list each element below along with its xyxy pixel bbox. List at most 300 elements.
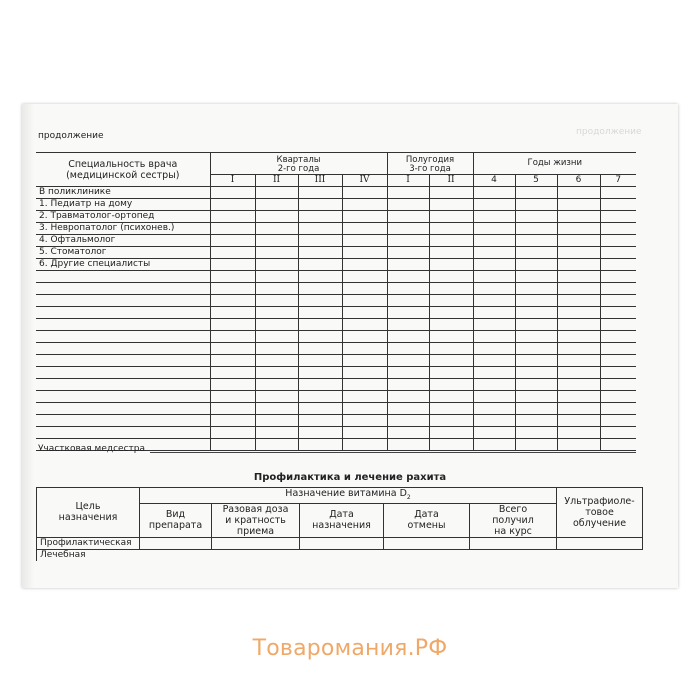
visit-cell[interactable] <box>600 259 636 271</box>
visit-cell[interactable] <box>210 331 255 343</box>
table-row <box>36 367 636 379</box>
visit-cell[interactable] <box>515 379 557 391</box>
visit-cell[interactable] <box>210 247 255 259</box>
rickets-cell[interactable] <box>300 549 384 561</box>
visit-cell[interactable] <box>255 271 298 283</box>
rickets-cell[interactable] <box>557 549 643 561</box>
visit-cell[interactable] <box>429 343 473 355</box>
rickets-cell[interactable] <box>212 549 300 561</box>
visit-cell[interactable] <box>557 235 600 247</box>
visit-cell[interactable] <box>387 427 429 439</box>
vitamin-header-text: Назначение витамина D <box>285 488 407 499</box>
specialty-cell[interactable]: 5. Стоматолог <box>36 247 210 259</box>
visit-cell[interactable] <box>429 319 473 331</box>
visit-cell[interactable] <box>387 331 429 343</box>
visit-cell[interactable] <box>429 283 473 295</box>
visit-cell[interactable] <box>557 283 600 295</box>
visit-cell[interactable] <box>342 427 387 439</box>
specialty-cell[interactable] <box>36 403 210 415</box>
visit-cell[interactable] <box>473 367 515 379</box>
visit-cell[interactable] <box>515 367 557 379</box>
visit-cell[interactable] <box>515 187 557 199</box>
visit-cell[interactable] <box>429 355 473 367</box>
specialty-cell[interactable] <box>36 367 210 379</box>
visit-cell[interactable] <box>255 247 298 259</box>
visit-cell[interactable] <box>515 427 557 439</box>
year-col-label: 6 <box>557 175 600 187</box>
quarters-header-line2: 2-го года <box>277 164 320 174</box>
visit-cell[interactable] <box>600 235 636 247</box>
visit-cell[interactable] <box>210 403 255 415</box>
visit-cell[interactable] <box>342 187 387 199</box>
table-row <box>36 211 636 223</box>
visit-cell[interactable] <box>255 343 298 355</box>
visit-cell[interactable] <box>387 223 429 235</box>
visit-cell[interactable] <box>210 367 255 379</box>
visit-cell[interactable] <box>342 343 387 355</box>
table-row <box>36 343 636 355</box>
visit-cell[interactable] <box>210 235 255 247</box>
visit-cell[interactable] <box>515 319 557 331</box>
visit-cell[interactable] <box>515 415 557 427</box>
visit-cell[interactable] <box>600 271 636 283</box>
visit-cell[interactable] <box>557 211 600 223</box>
halves-header-line1: Полугодия <box>405 155 455 165</box>
uv-header-line2: товое <box>585 506 614 518</box>
visit-cell[interactable] <box>210 199 255 211</box>
visit-cell[interactable] <box>473 211 515 223</box>
visit-cell[interactable] <box>600 295 636 307</box>
visit-cell[interactable] <box>255 307 298 319</box>
visit-cell[interactable] <box>210 427 255 439</box>
specialty-cell[interactable] <box>36 295 210 307</box>
specialty-cell[interactable] <box>36 343 210 355</box>
visit-cell[interactable] <box>473 199 515 211</box>
visit-cell[interactable] <box>557 403 600 415</box>
uv-header-line1: Ультрафиоле- <box>564 495 635 507</box>
visit-cell[interactable] <box>600 307 636 319</box>
visit-cell[interactable] <box>342 283 387 295</box>
visit-cell[interactable] <box>557 271 600 283</box>
visit-cell[interactable] <box>387 391 429 403</box>
visit-cell[interactable] <box>298 343 342 355</box>
visit-cell[interactable] <box>255 199 298 211</box>
visit-cell[interactable] <box>255 211 298 223</box>
half-col-label: II <box>429 175 473 187</box>
visit-cell[interactable] <box>298 379 342 391</box>
table-row <box>37 537 643 549</box>
visit-cell[interactable] <box>515 271 557 283</box>
visit-cell[interactable] <box>387 319 429 331</box>
specialist-rows <box>36 187 636 451</box>
visit-cell[interactable] <box>342 355 387 367</box>
visit-cell[interactable] <box>600 343 636 355</box>
visit-cell[interactable] <box>387 439 429 451</box>
visit-cell[interactable] <box>210 415 255 427</box>
visit-cell[interactable] <box>298 427 342 439</box>
visit-cell[interactable] <box>557 415 600 427</box>
visit-cell[interactable] <box>429 271 473 283</box>
visit-cell[interactable] <box>600 415 636 427</box>
visit-cell[interactable] <box>298 319 342 331</box>
visit-cell[interactable] <box>557 331 600 343</box>
visit-cell[interactable] <box>515 259 557 271</box>
visit-cell[interactable] <box>298 367 342 379</box>
visit-cell[interactable] <box>473 331 515 343</box>
visit-cell[interactable] <box>255 283 298 295</box>
visit-cell[interactable] <box>429 307 473 319</box>
visit-cell[interactable] <box>473 379 515 391</box>
goal-cell[interactable]: Профилактическая <box>37 537 140 549</box>
rickets-cell[interactable] <box>557 537 643 549</box>
uv-header-line3: облучение <box>572 517 627 529</box>
visit-cell[interactable] <box>557 223 600 235</box>
visit-cell[interactable] <box>515 403 557 415</box>
visit-cell[interactable] <box>429 367 473 379</box>
visit-cell[interactable] <box>429 379 473 391</box>
continuation-label: продолжение <box>38 131 104 141</box>
visit-cell[interactable] <box>387 199 429 211</box>
visit-cell[interactable] <box>298 415 342 427</box>
visit-cell[interactable] <box>298 235 342 247</box>
visit-cell[interactable] <box>255 415 298 427</box>
visit-cell[interactable] <box>210 187 255 199</box>
visit-cell[interactable] <box>210 379 255 391</box>
visit-cell[interactable] <box>557 307 600 319</box>
visit-cell[interactable] <box>600 247 636 259</box>
table-row <box>36 403 636 415</box>
visit-cell[interactable] <box>600 439 636 451</box>
rickets-rows <box>37 537 643 561</box>
bleed-through-text: продолжение <box>576 127 642 137</box>
visit-cell[interactable] <box>473 391 515 403</box>
table-row <box>36 283 636 295</box>
specialty-cell[interactable]: 3. Невропатолог (психонев.) <box>36 223 210 235</box>
visit-cell[interactable] <box>515 307 557 319</box>
visit-cell[interactable] <box>387 355 429 367</box>
visit-cell[interactable] <box>473 223 515 235</box>
vitamin-header <box>140 488 557 504</box>
visit-cell[interactable] <box>600 331 636 343</box>
nurse-label: Участковая медсестра <box>38 444 145 454</box>
visit-cell[interactable] <box>255 235 298 247</box>
visit-cell[interactable] <box>557 379 600 391</box>
visit-cell[interactable] <box>429 211 473 223</box>
rickets-cell[interactable] <box>470 537 557 549</box>
visit-cell[interactable] <box>342 379 387 391</box>
rickets-cell[interactable] <box>470 549 557 561</box>
visit-cell[interactable] <box>429 439 473 451</box>
specialty-header <box>36 153 210 187</box>
visit-cell[interactable] <box>515 439 557 451</box>
visit-cell[interactable] <box>557 427 600 439</box>
visit-cell[interactable] <box>387 271 429 283</box>
visit-cell[interactable] <box>473 295 515 307</box>
visit-cell[interactable] <box>210 319 255 331</box>
rickets-cell[interactable] <box>140 549 212 561</box>
specialty-cell[interactable] <box>36 283 210 295</box>
visit-cell[interactable] <box>210 439 255 451</box>
visit-cell[interactable] <box>298 223 342 235</box>
visit-cell[interactable] <box>600 187 636 199</box>
table-row <box>36 187 636 199</box>
table-row <box>36 247 636 259</box>
visit-cell[interactable] <box>298 271 342 283</box>
visit-cell[interactable] <box>387 283 429 295</box>
visit-cell[interactable] <box>342 271 387 283</box>
visit-cell[interactable] <box>473 307 515 319</box>
visit-cell[interactable] <box>255 259 298 271</box>
visit-cell[interactable] <box>210 259 255 271</box>
rickets-cell[interactable] <box>384 537 470 549</box>
visit-cell[interactable] <box>298 403 342 415</box>
visit-cell[interactable] <box>298 259 342 271</box>
visit-cell[interactable] <box>473 271 515 283</box>
visit-cell[interactable] <box>255 391 298 403</box>
visit-cell[interactable] <box>387 295 429 307</box>
visit-cell[interactable] <box>342 247 387 259</box>
specialty-cell[interactable] <box>36 427 210 439</box>
visit-cell[interactable] <box>557 343 600 355</box>
visit-cell[interactable] <box>342 199 387 211</box>
visit-cell[interactable] <box>210 355 255 367</box>
visit-cell[interactable] <box>342 391 387 403</box>
visit-cell[interactable] <box>255 427 298 439</box>
visit-cell[interactable] <box>387 187 429 199</box>
quarter-col-label: II <box>255 175 298 187</box>
visit-cell[interactable] <box>557 355 600 367</box>
visit-cell[interactable] <box>255 367 298 379</box>
rickets-cell[interactable] <box>300 537 384 549</box>
table-row <box>36 223 636 235</box>
visit-cell[interactable] <box>473 355 515 367</box>
visit-cell[interactable] <box>429 247 473 259</box>
visit-cell[interactable] <box>298 307 342 319</box>
visit-cell[interactable] <box>429 187 473 199</box>
vitamin-col-header-line: получил <box>492 514 534 526</box>
visit-cell[interactable] <box>515 283 557 295</box>
visit-cell[interactable] <box>557 295 600 307</box>
visit-cell[interactable] <box>387 247 429 259</box>
visit-cell[interactable] <box>387 343 429 355</box>
visit-cell[interactable] <box>473 319 515 331</box>
visit-cell[interactable] <box>298 439 342 451</box>
visit-cell[interactable] <box>210 283 255 295</box>
visit-cell[interactable] <box>387 259 429 271</box>
specialty-cell[interactable] <box>36 331 210 343</box>
visit-cell[interactable] <box>210 343 255 355</box>
visit-cell[interactable] <box>600 319 636 331</box>
visit-cell[interactable] <box>473 427 515 439</box>
visit-cell[interactable] <box>473 247 515 259</box>
visit-cell[interactable] <box>473 235 515 247</box>
years-header: Годы жизни <box>473 153 636 175</box>
vitamin-col-header-line: Всего <box>498 503 528 515</box>
halves-header <box>387 153 473 175</box>
specialty-cell[interactable]: 2. Травматолог-ортопед <box>36 211 210 223</box>
visit-cell[interactable] <box>600 367 636 379</box>
year-col-label: 7 <box>600 175 636 187</box>
visit-cell[interactable] <box>255 355 298 367</box>
rickets-cell[interactable] <box>384 549 470 561</box>
visit-cell[interactable] <box>473 343 515 355</box>
visit-cell[interactable] <box>473 439 515 451</box>
visit-cell[interactable] <box>255 379 298 391</box>
vitamin-col-header-line: и кратность <box>225 514 286 526</box>
visit-cell[interactable] <box>429 295 473 307</box>
visit-cell[interactable] <box>255 319 298 331</box>
visit-cell[interactable] <box>255 439 298 451</box>
specialty-cell[interactable] <box>36 391 210 403</box>
visit-cell[interactable] <box>515 199 557 211</box>
vitamin-col-header <box>140 503 212 537</box>
visit-cell[interactable] <box>387 307 429 319</box>
visit-cell[interactable] <box>600 391 636 403</box>
visit-cell[interactable] <box>298 187 342 199</box>
visit-cell[interactable] <box>298 199 342 211</box>
visit-cell[interactable] <box>429 235 473 247</box>
specialty-cell[interactable] <box>36 415 210 427</box>
visit-cell[interactable] <box>210 307 255 319</box>
vitamin-col-header-line: препарата <box>148 520 203 532</box>
visit-cell[interactable] <box>600 355 636 367</box>
table-row <box>37 549 643 561</box>
specialty-cell[interactable]: 1. Педиатр на дому <box>36 199 210 211</box>
visit-cell[interactable] <box>473 415 515 427</box>
visit-cell[interactable] <box>557 247 600 259</box>
rickets-cell[interactable] <box>212 537 300 549</box>
visit-cell[interactable] <box>557 391 600 403</box>
visit-cell[interactable] <box>342 319 387 331</box>
visit-cell[interactable] <box>429 391 473 403</box>
visit-cell[interactable] <box>429 223 473 235</box>
visit-cell[interactable] <box>557 187 600 199</box>
visit-cell[interactable] <box>298 331 342 343</box>
rickets-header-top <box>37 488 643 504</box>
visit-cell[interactable] <box>515 343 557 355</box>
visit-cell[interactable] <box>210 223 255 235</box>
visit-cell[interactable] <box>515 235 557 247</box>
visit-cell[interactable] <box>515 247 557 259</box>
specialty-cell[interactable] <box>36 379 210 391</box>
vitamin-col-header-line: отмены <box>407 520 446 532</box>
table-row <box>36 331 636 343</box>
visit-cell[interactable] <box>387 235 429 247</box>
visit-cell[interactable] <box>600 283 636 295</box>
visit-cell[interactable] <box>473 283 515 295</box>
specialty-cell[interactable] <box>36 355 210 367</box>
visit-cell[interactable] <box>387 415 429 427</box>
visit-cell[interactable] <box>342 235 387 247</box>
visit-cell[interactable] <box>473 187 515 199</box>
visit-cell[interactable] <box>342 415 387 427</box>
visit-cell[interactable] <box>342 259 387 271</box>
visit-cell[interactable] <box>342 211 387 223</box>
visit-cell[interactable] <box>298 391 342 403</box>
specialty-cell[interactable]: 4. Офтальмолог <box>36 235 210 247</box>
visit-cell[interactable] <box>342 295 387 307</box>
visit-cell[interactable] <box>387 367 429 379</box>
visit-cell[interactable] <box>557 367 600 379</box>
specialty-cell[interactable] <box>36 271 210 283</box>
visit-cell[interactable] <box>557 259 600 271</box>
visit-cell[interactable] <box>557 319 600 331</box>
visit-cell[interactable] <box>298 283 342 295</box>
visit-cell[interactable] <box>515 331 557 343</box>
visit-cell[interactable] <box>342 307 387 319</box>
visit-cell[interactable] <box>515 211 557 223</box>
visit-cell[interactable] <box>473 403 515 415</box>
halves-header-line2: 3-го года <box>409 164 451 174</box>
specialty-cell[interactable]: В поликлинике <box>36 187 210 199</box>
visit-cell[interactable] <box>429 427 473 439</box>
visit-cell[interactable] <box>515 355 557 367</box>
visit-cell[interactable] <box>387 403 429 415</box>
vitamin-col-header-line: Разовая доза <box>222 503 289 515</box>
visit-cell[interactable] <box>255 403 298 415</box>
visit-cell[interactable] <box>429 199 473 211</box>
visit-cell[interactable] <box>429 331 473 343</box>
goal-cell[interactable]: Лечебная <box>37 549 140 561</box>
visit-cell[interactable] <box>298 247 342 259</box>
visit-cell[interactable] <box>255 295 298 307</box>
visit-cell[interactable] <box>600 211 636 223</box>
visit-cell[interactable] <box>600 379 636 391</box>
visit-cell[interactable] <box>210 271 255 283</box>
visit-cell[interactable] <box>210 295 255 307</box>
visit-cell[interactable] <box>342 223 387 235</box>
visit-cell[interactable] <box>473 259 515 271</box>
visit-cell[interactable] <box>515 295 557 307</box>
page-left-edge <box>22 104 34 588</box>
visit-cell[interactable] <box>429 403 473 415</box>
visit-cell[interactable] <box>387 379 429 391</box>
specialty-cell[interactable]: 6. Другие специалисты <box>36 259 210 271</box>
visit-cell[interactable] <box>298 295 342 307</box>
visit-cell[interactable] <box>210 391 255 403</box>
visit-cell[interactable] <box>255 187 298 199</box>
visit-cell[interactable] <box>298 211 342 223</box>
visit-cell[interactable] <box>557 199 600 211</box>
visit-cell[interactable] <box>255 223 298 235</box>
visit-cell[interactable] <box>600 427 636 439</box>
visit-cell[interactable] <box>342 331 387 343</box>
visit-cell[interactable] <box>298 355 342 367</box>
goal-header <box>37 488 140 538</box>
visit-cell[interactable] <box>515 223 557 235</box>
visit-cell[interactable] <box>429 415 473 427</box>
visit-cell[interactable] <box>600 199 636 211</box>
visit-cell[interactable] <box>342 403 387 415</box>
visit-cell[interactable] <box>342 367 387 379</box>
specialty-cell[interactable] <box>36 307 210 319</box>
visit-cell[interactable] <box>600 403 636 415</box>
table-row <box>36 319 636 331</box>
vitamin-col-header-line: на курс <box>494 525 532 537</box>
visit-cell[interactable] <box>342 439 387 451</box>
uv-header <box>557 488 643 538</box>
table-row <box>36 199 636 211</box>
visit-cell[interactable] <box>210 211 255 223</box>
rickets-cell[interactable] <box>140 537 212 549</box>
visit-cell[interactable] <box>600 223 636 235</box>
visit-cell[interactable] <box>429 259 473 271</box>
visit-cell[interactable] <box>387 211 429 223</box>
visit-cell[interactable] <box>557 439 600 451</box>
specialty-cell[interactable] <box>36 319 210 331</box>
visit-cell[interactable] <box>515 391 557 403</box>
visit-cell[interactable] <box>255 331 298 343</box>
